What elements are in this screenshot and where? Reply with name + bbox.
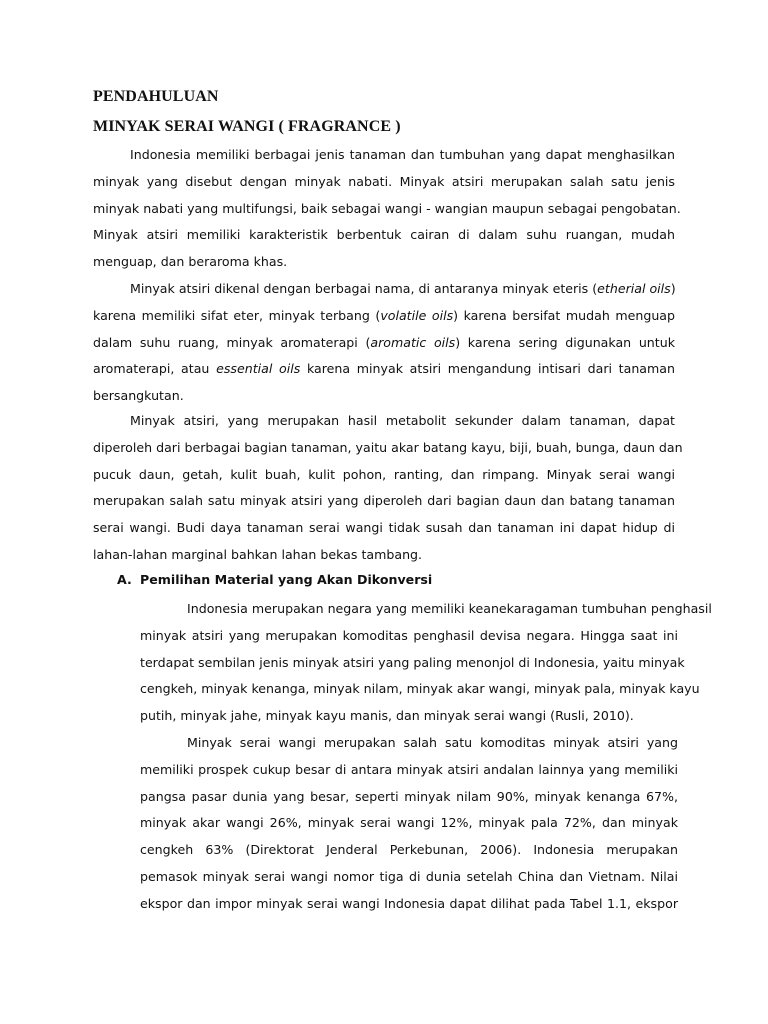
text-line: diperoleh dari berbagai bagian tanaman, yaitu akar batang kayu, biji, buah, bunga, daun dan xyxy=(93,439,683,455)
text-line: minyak atsiri yang merupakan komoditas penghasil devisa negara. Hingga saat ini xyxy=(140,627,678,643)
section-title: Pemilihan Material yang Akan Dikonversi xyxy=(140,572,433,587)
text-line: lahan-lahan marginal bahkan lahan bekas tambang. xyxy=(93,546,423,562)
document-subtitle: MINYAK SERAI WANGI ( FRAGRANCE ) xyxy=(93,118,401,135)
text-line: karena memiliki sifat eter, minyak terbang (volatile oils) karena bersifat mudah menguap xyxy=(93,307,676,323)
text-line: pangsa pasar dunia yang besar, seperti minyak nilam 90%, minyak kenanga 67%, xyxy=(140,788,678,804)
text-line: memiliki prospek cukup besar di antara minyak atsiri andalan lainnya yang memiliki xyxy=(140,761,678,777)
text-line: Minyak atsiri, yang merupakan hasil metabolit sekunder dalam tanaman, dapat xyxy=(130,413,675,428)
italic-term: essential oils xyxy=(216,361,301,377)
italic-term: volatile oils xyxy=(380,307,454,323)
paragraph-intro xyxy=(93,142,681,276)
text-line: pucuk daun, getah, kulit buah, kulit pohon, ranting, dan rimpang. Minyak serai wangi xyxy=(93,466,675,482)
text-line: pemasok minyak serai wangi nomor tiga di dunia setelah China dan Vietnam. Nilai xyxy=(140,868,678,884)
paragraph-sources xyxy=(93,408,683,569)
text-line: cengkeh 63% (Direktorat Jenderal Perkebunan, 2006). Indonesia merupakan xyxy=(140,842,678,858)
text-line: terdapat sembilan jenis minyak atsiri yang paling menonjol di Indonesia, yaitu minyak xyxy=(140,654,685,670)
text-line: Indonesia memiliki berbagai jenis tanaman dan tumbuhan yang dapat menghasilkan xyxy=(130,147,675,162)
italic-term: aromatic oils xyxy=(370,334,456,350)
text-line: minyak yang disebut dengan minyak nabati. Minyak atsiri merupakan salah satu jenis xyxy=(93,173,675,189)
text-line: dalam suhu ruang, minyak aromaterapi (aromatic oils) karena sering digunakan untuk xyxy=(93,334,675,350)
text-line: Minyak atsiri memiliki karakteristik berbentuk cairan di dalam suhu ruangan, mudah xyxy=(93,227,675,243)
paragraph-diversity xyxy=(140,596,712,730)
text-line: ekspor dan impor minyak serai wangi Indonesia dapat dilihat pada Tabel 1.1, ekspor xyxy=(140,895,678,911)
text-line: minyak nabati yang multifungsi, baik sebagai wangi - wangian maupun sebagai pengobatan. xyxy=(93,200,681,216)
text-line: Minyak serai wangi merupakan salah satu komoditas minyak atsiri yang xyxy=(187,735,678,750)
section-heading xyxy=(117,572,432,587)
paragraph-names xyxy=(93,276,675,410)
text-line: Indonesia merupakan negara yang memiliki keanekaragaman tumbuhan penghasil xyxy=(187,601,712,616)
text-line: putih, minyak jahe, minyak kayu manis, dan minyak serai wangi (Rusli, 2010). xyxy=(140,708,634,724)
text-line: merupakan salah satu minyak atsiri yang diperoleh dari bagian daun dan batang tanaman xyxy=(93,493,675,509)
text-line: aromaterapi, atau essential oils karena minyak atsiri mengandung intisari dari tanaman xyxy=(93,361,675,377)
italic-term: etherial oils xyxy=(597,281,671,296)
text-line: serai wangi. Budi daya tanaman serai wangi tidak susah dan tanaman ini dapat hidup di xyxy=(93,520,675,536)
text-line: minyak akar wangi 26%, minyak serai wangi 12%, minyak pala 72%, dan minyak xyxy=(140,815,678,831)
section-number: A. xyxy=(117,572,132,587)
text-line: cengkeh, minyak kenanga, minyak nilam, minyak akar wangi, minyak pala, minyak kayu xyxy=(140,681,700,697)
text-line: bersangkutan. xyxy=(93,388,184,404)
text-line: Minyak atsiri dikenal dengan berbagai nama, di antaranya minyak eteris (etherial oils) xyxy=(130,281,676,296)
page-title: PENDAHULUAN xyxy=(93,88,219,105)
paragraph-prospects xyxy=(140,730,678,918)
text-line: menguap, dan beraroma khas. xyxy=(93,254,288,270)
